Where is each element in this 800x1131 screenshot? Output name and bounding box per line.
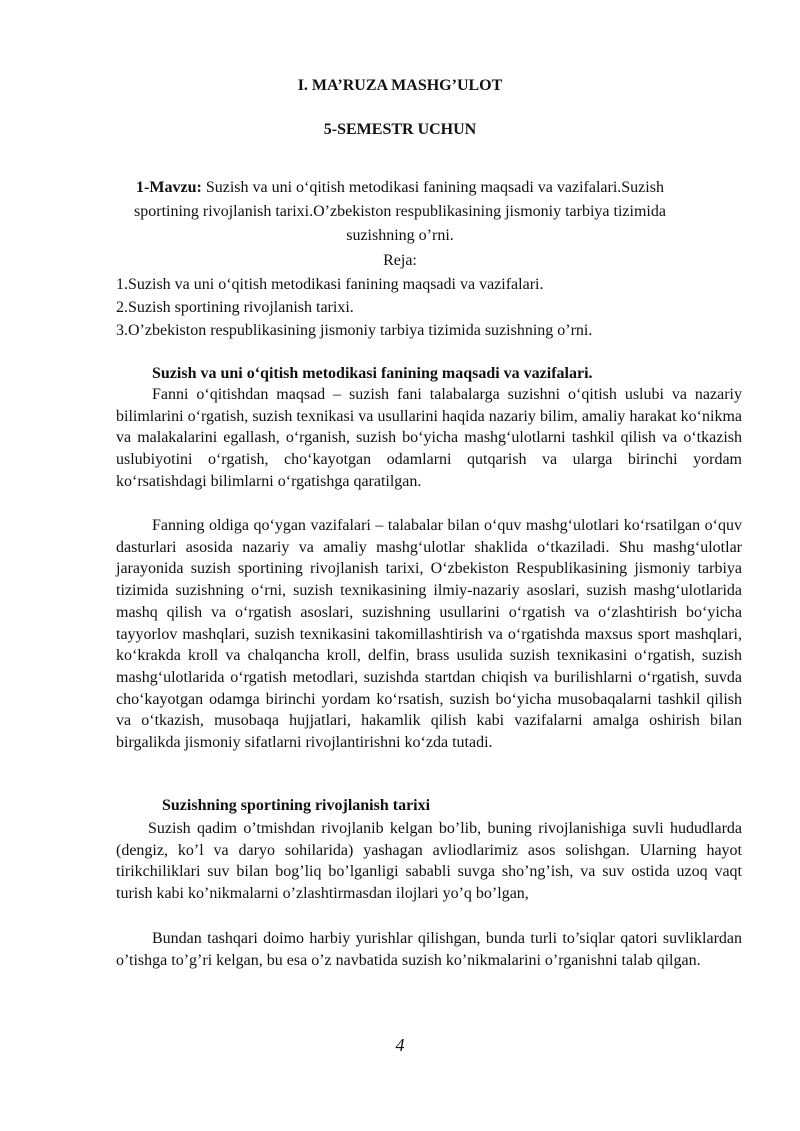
topic-statement xyxy=(110,176,690,248)
plan-list xyxy=(116,273,592,342)
section-heading-goals: Suzish va uni o‘qitish metodikasi fanining maqsadi va vazifalari. xyxy=(152,365,593,382)
document-title: I. MA’RUZA MASHG’ULOT xyxy=(297,77,503,94)
plan-item: 3.O’zbekiston respublikasining jismoniy tarbiya tizimida suzishning o’rni. xyxy=(116,322,593,339)
paragraph-history-origin: Suzish qadim o’tmishdan rivojlanib kelgan bo’lib, buning rivojlanishiga suvli hududlarda (dengiz, ko’l va daryo sohilarida) yashagan avliodlarimiz asos solishgan. Ularning hayot tirikchiliklari suv bilan bog’liq bo’lganligi sababli suvga sho’ng’ish, va suv ostida uzoq vaqt turish kabi ko’nikmalarni o’zlashtirmasdan ilojlari yo’q bo’lgan, xyxy=(116,820,742,903)
paragraph-history-military: Bundan tashqari doimo harbiy yurishlar qilishgan, bunda turli to’siqlar qatori suvliklardan o’tishga to’g’ri kelgan, bu esa o’z navbatida suzish ko’nikmalarini o’rganishni talab qilgan. xyxy=(116,930,742,969)
page-number: 4 xyxy=(395,1035,405,1055)
document-subtitle: 5-SEMESTR UCHUN xyxy=(323,121,477,138)
plan-item: 1.Suzish va uni o‘qitish metodikasi fanining maqsadi va vazifalari. xyxy=(116,276,544,293)
plan-item: 2.Suzish sportining rivojlanish tarixi. xyxy=(116,299,354,316)
paragraph-tasks: Fanning oldiga qo‘ygan vazifalari – talabalar bilan o‘quv mashg‘ulotlari ko‘rsatilgan o‘quv dasturlari asosida nazariy va amaliy mashg‘ulotlar shaklida o‘tkaziladi. Shu mashg‘ulotlar jarayonida suzish sportining rivojlanish tarixi, O‘zbekiston Respublikasining jismoniy tarbiya tizimida suzishning o‘rni, suzish texnikasining ilmiy-nazariy asoslari, suzish mashg‘ulotlarida mashq qilish va o‘rgatish asoslari, suzishning usullarini o‘rgatish va o‘zlashtirish bo‘yicha tayyorlov mashqlari, suzish texnikasini takomillashtirish va o‘rgatishda maxsus sport mashqlari, ko‘krakda kroll va chalqancha kroll, delfin, brass usulida suzish texnikasini o‘rgatish, suzish mashg‘ulotlarida o‘rgatish metodlari, suzishda startdan chiqish va burilishlarni o‘rgatish, suvda cho‘kayotgan odamga birinchi yordam ko‘rsatish, suzish bo‘yicha musobaqalarni tashkil qilish va o‘tkazish, musobaqa hujjatlari, hakamlik qilish kabi vazifalarni amalga oshirish bilan birgalikda jismoniy sifatlarni rivojlantirishni ko‘zda tutadi. xyxy=(116,517,742,752)
paragraph-goal: Fanni o‘qitishdan maqsad – suzish fani talabalarga suzishni o‘qitish uslubi va nazariy bilimlarini o‘rgatish, suzish texnikasi va usullarini haqida nazariy bilim, amaliy harakat ko‘nikma va malakalarini egallash, o‘rganish, suzish bo‘yicha mashg‘ulotlarni tashkil qilish va o‘tkazish uslubiyotini o‘rgatish, cho‘kayotgan odamlarni qutqarish va ularga birinchi yordam ko‘rsatishdagi bilimlarni o‘rgatishga qaratilgan. xyxy=(116,386,742,490)
topic-text: Suzish va uni o‘qitish metodikasi fanining maqsadi va vazifalari.Suzish sportining rivojlanish tarixi.O’zbekiston respublikasining jismoniy tarbiya tizimida suzishning o’rni. xyxy=(134,179,666,244)
plan-label: Reja: xyxy=(383,252,417,269)
section-heading-history: Suzishning sportining rivojlanish tarixi xyxy=(162,797,431,814)
topic-label: 1-Mavzu: xyxy=(136,179,202,196)
